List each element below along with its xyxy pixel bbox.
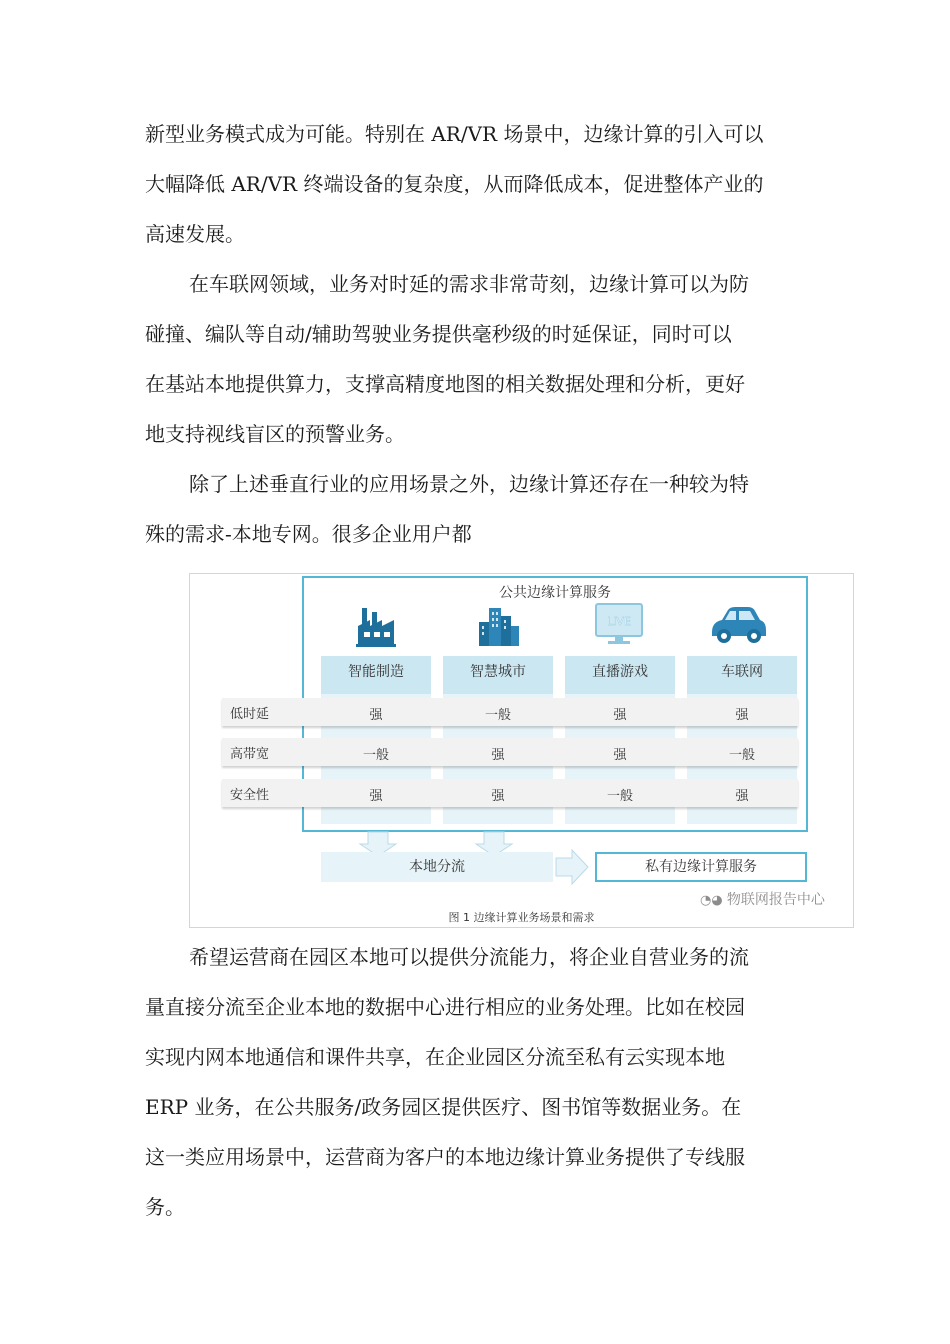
text-line: 在基站本地提供算力，支撑高精度地图的相关数据处理和分析，更好 (145, 372, 745, 396)
table-cell: 一般 (362, 748, 389, 763)
figure-edge-computing-scenarios (189, 573, 854, 928)
table-cell: 一般 (606, 789, 633, 804)
text-line: 殊的需求-本地专网。很多企业用户都 (145, 522, 472, 546)
table-cell: 强 (613, 748, 627, 763)
column-label: 智慧城市 (443, 656, 553, 694)
text-line: 新型业务模式成为可能。特别在 AR/VR 场景中，边缘计算的引入可以 (145, 122, 764, 146)
text-line: 务。 (145, 1195, 185, 1219)
column-label: 智能制造 (321, 656, 431, 694)
paragraph-3 (145, 459, 815, 559)
text-line: 这一类应用场景中，运营商为客户的本地边缘计算业务提供了专线服 (145, 1145, 745, 1169)
watermark-text: 物联网报告中心 (726, 892, 825, 908)
text-line: 大幅降低 AR/VR 终端设备的复杂度，从而降低成本，促进整体产业的 (145, 172, 764, 196)
column-label: 直播游戏 (565, 656, 675, 694)
row-label: 低时延 (230, 707, 270, 722)
text-line: ERP 业务，在公共服务/政务园区提供医疗、图书馆等数据业务。在 (145, 1095, 742, 1119)
paragraph-1 (145, 109, 815, 259)
text-line: 实现内网本地通信和课件共享，在企业园区分流至私有云实现本地 (145, 1045, 725, 1069)
text-line: 高速发展。 (145, 222, 245, 246)
wechat-icon: ◔◕ (700, 893, 727, 908)
text-line: 地支持视线盲区的预警业务。 (145, 422, 405, 446)
private-edge-service-box: 私有边缘计算服务 (595, 852, 807, 882)
table-cell: 强 (369, 708, 383, 723)
text-line: 除了上述垂直行业的应用场景之外，边缘计算还存在一种较为特 (189, 472, 749, 496)
local-offload-box: 本地分流 (321, 852, 553, 882)
table-cell: 一般 (728, 748, 755, 763)
table-cell: 强 (735, 708, 749, 723)
text-line: 碰撞、编队等自动/辅助驾驶业务提供毫秒级的时延保证，同时可以 (145, 322, 732, 346)
public-edge-service-title: 公共边缘计算服务 (499, 585, 611, 601)
paragraph-2 (145, 259, 815, 459)
table-cell: 强 (735, 789, 749, 804)
figure-caption: 图 1 边缘计算业务场景和需求 (448, 911, 595, 924)
text-line: 希望运营商在园区本地可以提供分流能力，将企业自营业务的流 (189, 945, 749, 969)
paragraph-4 (145, 932, 815, 1232)
text-line: 在车联网领域，业务对时延的需求非常苛刻，边缘计算可以为防 (189, 272, 749, 296)
table-cell: 强 (369, 789, 383, 804)
watermark (700, 889, 825, 909)
table-cell: 强 (613, 708, 627, 723)
row-label: 高带宽 (230, 747, 270, 762)
column-label: 车联网 (687, 656, 797, 694)
text-line: 量直接分流至企业本地的数据中心进行相应的业务处理。比如在校园 (145, 995, 745, 1019)
row-label: 安全性 (230, 788, 270, 803)
table-cell: 强 (491, 748, 505, 763)
table-cell: 一般 (484, 708, 511, 723)
table-cell: 强 (491, 789, 505, 804)
live-text: LIVE (607, 615, 631, 628)
